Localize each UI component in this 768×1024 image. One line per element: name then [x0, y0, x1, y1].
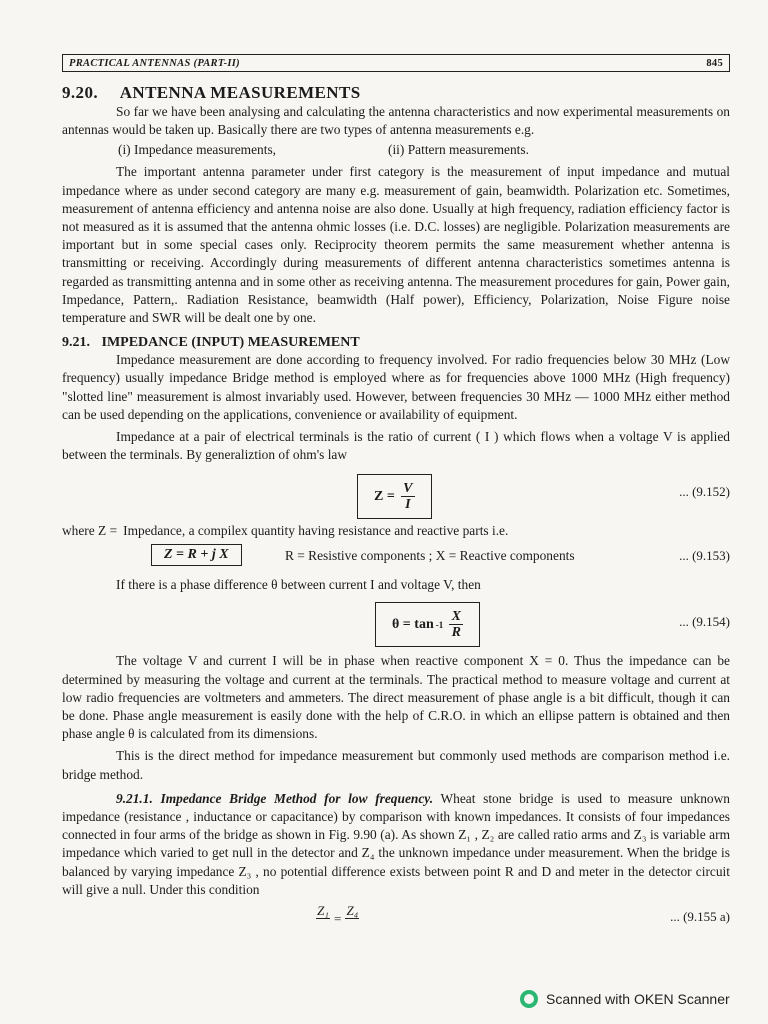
equation-9-155a — [62, 903, 730, 943]
equation-9-152 — [62, 470, 730, 516]
measurement-types — [118, 141, 730, 159]
type-impedance: (i) Impedance measurements, — [118, 142, 277, 158]
running-header — [62, 54, 730, 72]
watermark-text: Scanned with OKEN Scanner — [546, 991, 730, 1007]
section-number: 9.21. — [62, 335, 90, 351]
numerator: X — [451, 609, 461, 625]
numerator: Z₁ — [317, 903, 329, 919]
subsection-number: 9.21.1. — [116, 790, 153, 806]
equation-number: ... (9.153) — [679, 548, 730, 564]
document-page — [62, 54, 730, 943]
numerator: V — [403, 481, 413, 497]
section-title: IMPEDANCE (INPUT) MEASUREMENT — [101, 335, 360, 351]
fraction — [316, 903, 330, 934]
equation-lhs: Z = — [374, 488, 395, 504]
paragraph: The voltage V and current I will be in phase when reactive component X = 0. Thus the impedance can be determined by measuring the voltage and current at the terminals. The practical method to measure voltage and current at low radio frequencies are voltmeters and ammeters. The direct measurement of phase angle is a bit difficult, though it can be done. Phase angle measurement is easily done with the help of C.R.O. in which an ellipse pattern is obtained and then phase angle θ is calculated from its dimensions. — [62, 653, 730, 742]
scanner-watermark — [520, 990, 730, 1008]
where-text: Impedance, a compilex quantity having resistance and reactive parts i.e. — [123, 523, 509, 539]
equation-box: Z = R + j X — [151, 544, 242, 566]
type-pattern: (ii) Pattern measurements. — [388, 142, 529, 158]
equation-9-154 — [62, 600, 730, 646]
subsection-9-21-1 — [62, 790, 730, 899]
subsection-text: Wheat stone bridge is used to measure unknown impedance (resistance , inductance or capacitance) by comparison with known impedances. It consists of four impedances connected in four arms of the bridge as shown in Fig. 9.90 (a). As shown Z₁ , Z₂ are called ratio arms and Z₃ is variable arm impedance which varied to get null in the detector and Z₄ the unknown impedance under measurement. When the bridge is balanced by varying impedance Z₃ , no potential difference exists between point R and D and meter in the detector circuit will give a null. Under this condition — [62, 790, 730, 897]
fraction — [401, 481, 415, 512]
oken-logo-icon — [520, 990, 538, 1008]
denominator — [351, 919, 354, 934]
numerator: Z₄ — [346, 903, 359, 919]
section-heading-9-20 — [62, 83, 730, 103]
section-number: 9.20. — [62, 83, 98, 102]
equation-box — [357, 474, 432, 519]
phase-line: If there is a phase difference θ between current I and voltage V, then — [116, 577, 481, 593]
equation-fraction-pair — [316, 903, 359, 934]
where-lead: where Z = — [62, 523, 118, 539]
paragraph: This is the direct method for impedance measurement but commonly used methods are comparison method i.e. bridge method. — [62, 748, 730, 782]
header-title: PRACTICAL ANTENNAS (PART-II) — [69, 57, 240, 69]
section-title: ANTENNA MEASUREMENTS — [119, 83, 361, 102]
denominator: I — [405, 497, 411, 513]
equation-lhs: θ = tan — [392, 616, 434, 632]
equals-sign: = — [334, 910, 342, 926]
denominator: R — [451, 625, 461, 641]
equation-9-153 — [62, 544, 730, 570]
superscript: -1 — [435, 619, 444, 630]
paragraph: The important antenna parameter under first category is the measurement of input impedance and mutual impedance where as under second category are many e.g. measurement of gain, beamwidth. Polarization etc. Sometimes, measurement of antenna efficiency and antenna noise are also done. Usually at high frequency, radiation efficiency factor is not measured as it is assumed that the antenna ohmic losses (i.e. D.C. losses) are negligible. Polarization measurements are important but in some special cases only. Reciprocity theorem permits the same measurement whether antenna is transmitting or receiving. Accordingly during measurements of different antenna characteristics sometimes antenna is regarded as transmitting antenna and in some other as receiving antenna. The measurement procedures for gain, Power gain, Impedance, Pattern,. Radiation Resistance, beamwidth (Half power), Efficiency, Polarization, Noise Figure noise temperature and SWR will be dealt one by one. — [62, 164, 730, 326]
equation-box — [375, 602, 480, 647]
where-line — [62, 522, 730, 540]
equation-number: ... (9.152) — [679, 484, 730, 500]
denominator — [321, 919, 324, 934]
paragraph: Impedance measurement are done according to frequency involved. For radio frequencies below 30 MHz (Low frequency) usually impedance Bridge method is employed where as for frequencies above 1000 MHz (High frequency) "slotted line" measurement is almost invariably used. However, between frequencies 30 MHz — 1000 MHz either method can be used depending on the applications, convenience or availability of equipment. — [62, 352, 730, 422]
subsection-title: Impedance Bridge Method for low frequency. — [160, 790, 434, 806]
paragraph: So far we have been analysing and calculating the antenna characteristics and now experimental measurements on antennas would be taken up. Basically there are two types of antenna measurements e.g. — [62, 104, 730, 138]
equation-text: R = Resistive components ; X = Reactive components — [285, 548, 575, 564]
section-heading-9-21 — [62, 335, 730, 351]
equation-number: ... (9.154) — [679, 614, 730, 630]
equation-number: ... (9.155 a) — [670, 909, 730, 925]
paragraph: Impedance at a pair of electrical terminals is the ratio of current ( I ) which flows when a voltage V is applied between the terminals. By generaliztion of ohm's law — [62, 429, 730, 463]
page-number: 845 — [706, 57, 723, 69]
fraction — [345, 903, 359, 934]
fraction — [449, 609, 463, 640]
